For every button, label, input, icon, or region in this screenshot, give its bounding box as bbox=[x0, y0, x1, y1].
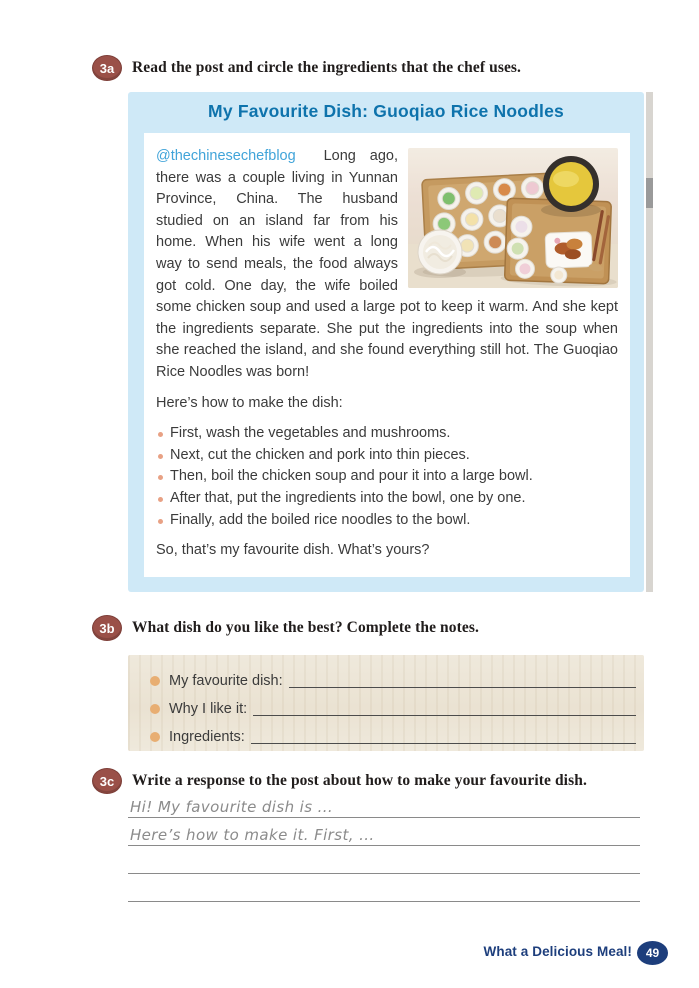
note-row-favourite-dish bbox=[150, 667, 636, 695]
recipe-step bbox=[156, 466, 618, 488]
post-story-text: Long ago, there was a couple living in Yunnan Province, China. The husband studied on an island far from his home. When his wife went a long way to send meals, the food always got cold. One day, the wife boiled some chicken soup and used a large pot to keep it warm. And she kept the ingredients separate. She put the ingredients into the soup when she reached the island, and she found everything still hot. The Guoqiao Rice Noodles was born! bbox=[156, 148, 618, 380]
note-label: Why I like it: bbox=[169, 701, 248, 717]
exercise-3a-row bbox=[92, 55, 667, 81]
bullet-icon bbox=[150, 676, 160, 686]
bullet-icon bbox=[150, 732, 160, 742]
blog-post-panel bbox=[128, 92, 644, 592]
recipe-step bbox=[156, 488, 618, 510]
handwritten-text: Hi! My favourite dish is ... bbox=[130, 798, 334, 816]
note-blank-why-i-like-it[interactable] bbox=[253, 695, 636, 716]
note-blank-ingredients[interactable] bbox=[251, 723, 636, 744]
note-label: My favourite dish: bbox=[169, 673, 283, 689]
note-label: Ingredients: bbox=[169, 729, 245, 745]
post-title: My Favourite Dish: Guoqiao Rice Noodles bbox=[208, 101, 564, 121]
post-outro: So, that’s my favourite dish. What’s yours? bbox=[156, 542, 430, 559]
response-line-4[interactable] bbox=[128, 874, 640, 902]
post-body bbox=[144, 133, 630, 577]
handwritten-text: Here’s how to make it. First, ... bbox=[130, 826, 375, 844]
exercise-3b-badge: 3b bbox=[92, 615, 122, 641]
exercise-3b-instruction: What dish do you like the best? Complete the notes. bbox=[132, 619, 479, 636]
recipe-step bbox=[156, 423, 618, 445]
recipe-step-text: First, wash the vegetables and mushrooms. bbox=[170, 425, 451, 442]
response-line-1[interactable] bbox=[128, 790, 640, 818]
response-line-2[interactable] bbox=[128, 818, 640, 846]
page-number-badge: 49 bbox=[637, 941, 668, 965]
exercise-3c-instruction: Write a response to the post about how to make your favourite dish. bbox=[132, 772, 587, 789]
steps-intro: Here’s how to make the dish: bbox=[156, 394, 343, 411]
exercise-3b-row bbox=[92, 615, 667, 641]
recipe-step-text: Then, boil the chicken soup and pour it into a large bowl. bbox=[170, 468, 533, 485]
recipe-step bbox=[156, 445, 618, 467]
recipe-step-text: Finally, add the boiled rice noodles to the bowl. bbox=[170, 511, 471, 528]
author-handle-link[interactable]: @thechinesechefblog bbox=[156, 148, 296, 164]
exercise-3a-instruction: Read the post and circle the ingredients that the chef uses. bbox=[132, 59, 522, 76]
dish-photo bbox=[408, 148, 618, 288]
post-scrollbar-thumb[interactable] bbox=[646, 178, 653, 208]
bullet-icon bbox=[150, 704, 160, 714]
recipe-step-text: After that, put the ingredients into the bowl, one by one. bbox=[170, 489, 526, 506]
recipe-step bbox=[156, 510, 618, 532]
recipe-step-text: Next, cut the chicken and pork into thin pieces. bbox=[170, 446, 470, 463]
note-row-ingredients bbox=[150, 723, 636, 751]
recipe-steps-list bbox=[156, 423, 618, 531]
response-writing-area bbox=[128, 790, 640, 902]
notes-panel bbox=[128, 655, 644, 751]
unit-title: What a Delicious Meal! bbox=[483, 944, 632, 959]
exercise-3c-badge: 3c bbox=[92, 768, 122, 794]
response-line-3[interactable] bbox=[128, 846, 640, 874]
note-row-why-i-like-it bbox=[150, 695, 636, 723]
exercise-3a-badge: 3a bbox=[92, 55, 122, 81]
post-scrollbar-track[interactable] bbox=[646, 92, 653, 592]
note-blank-favourite-dish[interactable] bbox=[289, 667, 636, 688]
meat-plate bbox=[545, 232, 592, 269]
